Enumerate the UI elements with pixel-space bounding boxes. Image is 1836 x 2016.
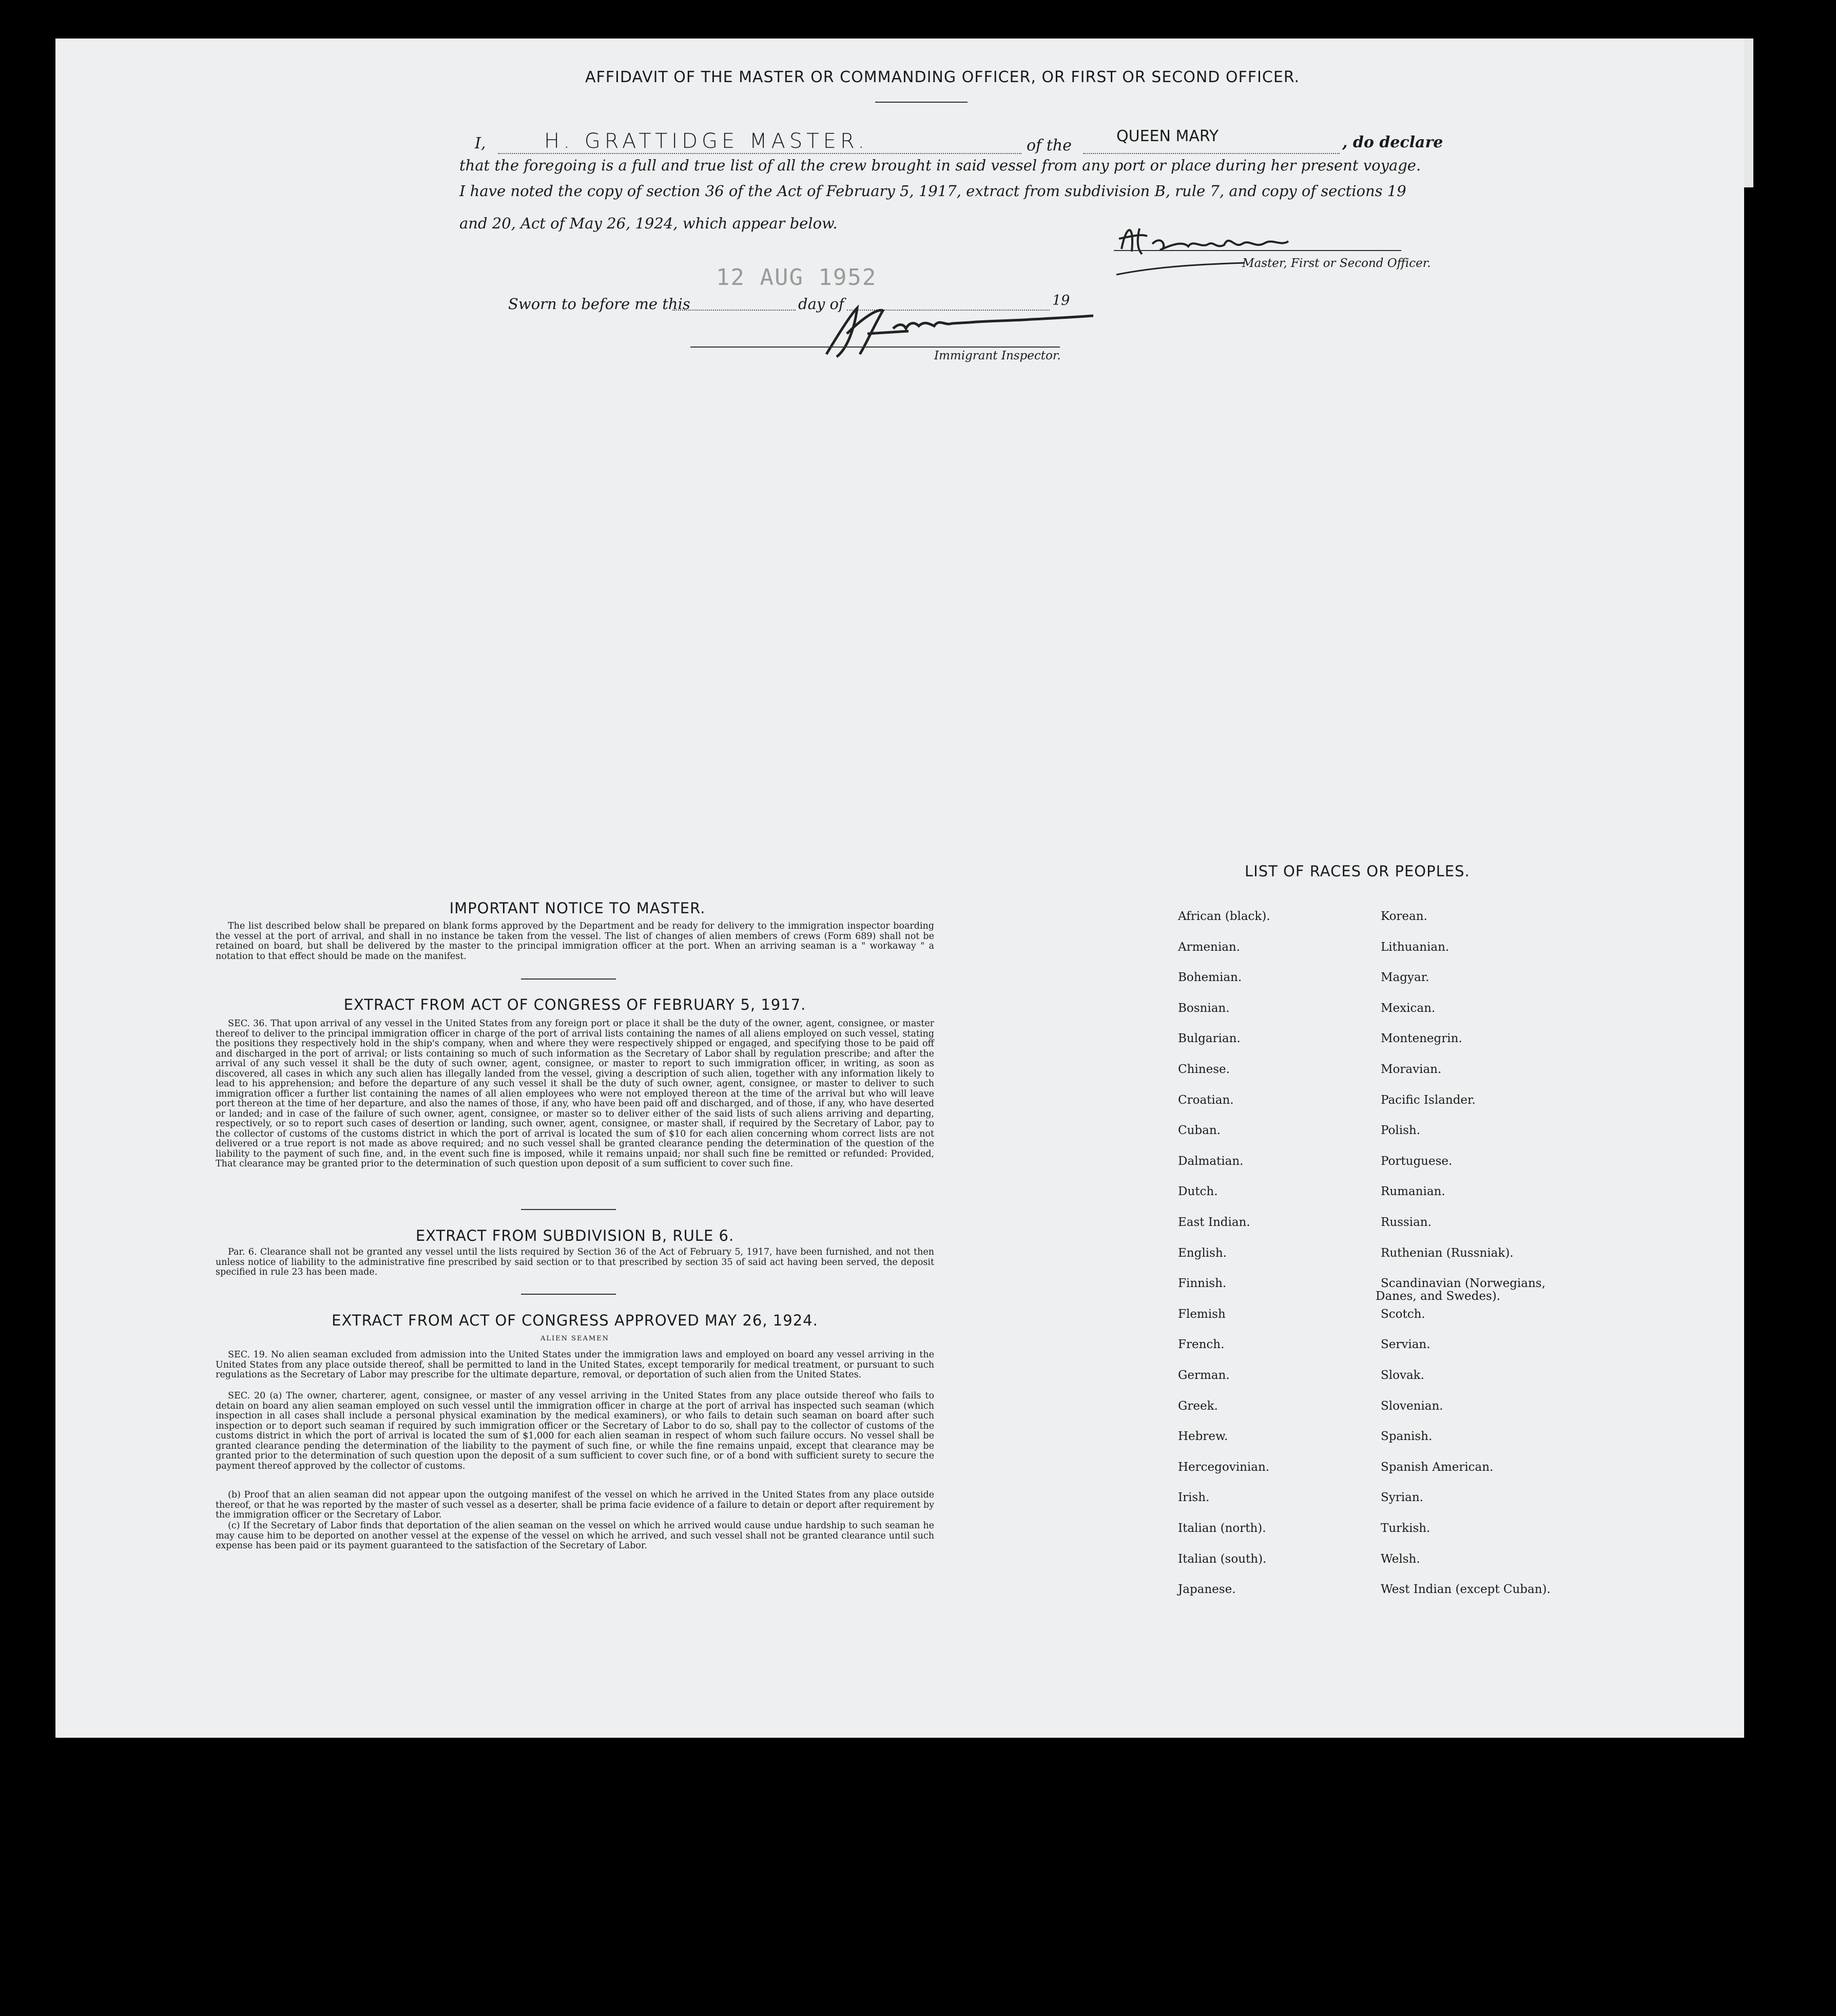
race-entry: Armenian. — [1178, 940, 1241, 954]
race-entry: Portuguese. — [1381, 1154, 1453, 1168]
sec20b-text: (b) Proof that an alien seaman did not appear upon the outgoing manifest of the vessel on which he arrived in the United States from any place outside thereof, or that he was reported by the master of such vessel as a deserter, shall be prima facie evidence of a failure to detain or deport after requirement by the immigration officer or the Secretary of Labor. — [216, 1490, 934, 1520]
vessel-name: QUEEN MARY — [1116, 127, 1219, 145]
race-entry: Irish. — [1178, 1491, 1210, 1505]
notice-divider — [521, 978, 616, 980]
notice-title: IMPORTANT NOTICE TO MASTER. — [449, 899, 706, 917]
subdivision-b-divider — [521, 1294, 616, 1295]
sec20a-text: SEC. 20 (a) The owner, charterer, agent, consignee, or master of any vessel arriving in the United States from any place outside thereof who fails to detain on board any alien seaman employed on such vessel until the immigration officer in charge at the port of arrival has inspected such seaman (which inspection in all cases shall include a personal physical examination by the medical examiners), or who fails to detain such seaman on board after such inspection or to deport such seaman if required by such immigration officer or the Secretary of Labor to do so, shall pay to the collector of customs of the customs district in which the port of arrival is located the sum of $1,000 for each alien seaman in respect of whom such failure occurs. No vessel shall be granted clearance pending the determination of the liability to the payment of such fine, or while the fine remains unpaid, except that clearance may be granted prior to the determination of such question upon the deposit of a sum sufficient to cover such fine, or of a bond with sufficient surety to secure the payment thereof approved by the collector of customs. — [216, 1391, 934, 1471]
race-entry: English. — [1178, 1246, 1227, 1260]
race-entry: Slovak. — [1381, 1369, 1424, 1382]
extract-1924-title: EXTRACT FROM ACT OF CONGRESS APPROVED MAY 26, 1924. — [332, 1312, 818, 1329]
binder-hole — [1750, 1414, 1774, 1443]
race-entry: Bulgarian. — [1178, 1032, 1241, 1046]
master-signature-caption: Master, First or Second Officer. — [1242, 257, 1431, 270]
binder-hole — [1744, 249, 1768, 278]
race-entry: German. — [1178, 1369, 1230, 1382]
race-entry: African (black). — [1178, 910, 1270, 923]
sworn-label: Sworn to before me this — [508, 295, 690, 313]
affidavit-title: AFFIDAVIT OF THE MASTER OR COMMANDING OFFICER, OR FIRST OR SECOND OFFICER. — [585, 68, 1300, 86]
extract-1917-title: EXTRACT FROM ACT OF CONGRESS OF FEBRUARY 5, 1917. — [343, 996, 806, 1013]
race-entry: Rumanian. — [1381, 1185, 1445, 1199]
race-entry: Italian (south). — [1178, 1552, 1267, 1566]
race-entry: Danes, and Swedes). — [1376, 1290, 1501, 1303]
race-entry: Finnish. — [1178, 1277, 1227, 1291]
race-entry: Ruthenian (Russniak). — [1381, 1246, 1514, 1260]
race-entry: Bosnian. — [1178, 1001, 1230, 1015]
race-entry: Chinese. — [1178, 1063, 1230, 1076]
race-entry: Welsh. — [1381, 1552, 1420, 1566]
inspector-caption: Immigrant Inspector. — [934, 349, 1061, 362]
race-entry: Scandinavian (Norwegians, — [1381, 1277, 1545, 1291]
race-entry: Magyar. — [1381, 971, 1429, 985]
race-entry: Polish. — [1381, 1124, 1421, 1138]
race-entry: French. — [1178, 1338, 1225, 1352]
race-entry: West Indian (except Cuban). — [1381, 1583, 1551, 1597]
race-entry: Montenegrin. — [1381, 1032, 1462, 1046]
extract-1917-text: SEC. 36. That upon arrival of any vessel in the United States from any foreign port or place it shall be the duty of the owner, agent, consignee, or master thereof to deliver to the principal immigration officer in charge of the port of arrival lists containing the names of all aliens employed on such vessel, stating the positions they respectively hold in the ship's company, when and where they were respectively shipped or engaged, and specifying those to be paid off and discharged in the port of arrival; or lists containing so much of such information as the Secretary of Labor shall by regulation prescribe; and after the arrival of any such vessel it shall be the duty of such owner, agent, consignee, or master to report to such immigration officer, in writing, as soon as discovered, all cases in which any such alien has illegally landed from the vessel, giving a description of such alien, together with any information likely to lead to his apprehension; and before the departure of any such vessel it shall be the duty of such owner, agent, consignee, or master to deliver to such immigration officer a further list containing the names of all alien employees who were not employed thereon at the time of the arrival but who will leave port thereon at the time of her departure, and also the names of those, if any, who have been paid off and discharged, and of those, if any, who have deserted or landed; and in case of the failure of such owner, agent, consignee, or master so to deliver either of the said lists of such aliens arriving and departing, respectively, or so to report such cases of desertion or landing, such owner, agent, consignee, or master shall, if required by the Secretary of Labor, pay to the collector of customs of the customs district in which the port of arrival is located the sum of $10 for each alien concerning whom correct lists are not delivered or a true report is not made as above required; and no such vessel shall be granted clearance pending the determination of the question of the liability to the payment of such fine, and, in the event such fine is imposed, while it remains unpaid; nor shall such fine be remitted or refunded: Provided, That clearance may be granted prior to the determination of such question upon deposit of a sum sufficient to cover such fine. — [216, 1019, 934, 1169]
race-entry: Hebrew. — [1178, 1430, 1228, 1444]
master-name-line — [498, 153, 1021, 154]
inspector-signature-line — [690, 347, 1060, 348]
race-entry: East Indian. — [1178, 1216, 1250, 1229]
race-entry: Japanese. — [1178, 1583, 1236, 1597]
subdivision-b-title: EXTRACT FROM SUBDIVISION B, RULE 6. — [415, 1227, 735, 1244]
races-title: LIST OF RACES OR PEOPLES. — [1245, 862, 1470, 880]
affidavit-text-line2: I have noted the copy of section 36 of the Act of February 5, 1917, extract from subdivision B, rule 7, and copy of sections 19 — [459, 182, 1406, 200]
race-entry: Lithuanian. — [1381, 940, 1450, 954]
race-entry: Bohemian. — [1178, 971, 1242, 985]
race-entry: Slovenian. — [1381, 1399, 1443, 1413]
sec19-text: SEC. 19. No alien seaman excluded from admission into the United States under the immigration laws and employed on board any vessel arriving in the United States from any place outside thereof, shall be permitted to land in the United States, except temporarily for medical treatment, or pursuant to such regulations as the Secretary of Labor may prescribe for the ultimate departure, removal, or deportation of such alien from the United States. — [216, 1350, 934, 1380]
sec20c-text: (c) If the Secretary of Labor finds that deportation of the alien seaman on the vessel on which he arrived would cause undue hardship to such seaman he may cause him to be deported on another vessel at the expense of the vessel on which he arrived, and such vessel shall not be granted clearance until such expense has been paid or its payment guaranteed to the satisfaction of the Secretary of Labor. — [216, 1521, 934, 1551]
race-entry: Italian (north). — [1178, 1522, 1266, 1535]
race-entry: Turkish. — [1381, 1522, 1431, 1535]
race-entry: Dutch. — [1178, 1185, 1218, 1199]
race-entry: Pacific Islander. — [1381, 1093, 1476, 1107]
race-entry: Hercegovinian. — [1178, 1460, 1270, 1474]
race-entry: Croatian. — [1178, 1093, 1234, 1107]
race-entry: Flemish — [1178, 1307, 1226, 1321]
year-prefix: 19 — [1052, 293, 1070, 309]
race-entry: Syrian. — [1381, 1491, 1423, 1505]
race-entry: Cuban. — [1178, 1124, 1221, 1138]
binder-hole — [1744, 593, 1768, 622]
race-entry: Spanish. — [1381, 1430, 1433, 1444]
race-entry: Dalmatian. — [1178, 1154, 1244, 1168]
race-entry: Moravian. — [1381, 1063, 1442, 1076]
affidavit-prefix: I, — [475, 135, 486, 152]
vessel-name-line — [1083, 153, 1340, 154]
master-signature-line — [1114, 250, 1401, 251]
day-of-label: day of — [798, 295, 844, 313]
extract-1917-divider — [521, 1209, 616, 1210]
title-underline — [875, 102, 968, 103]
race-entry: Spanish American. — [1381, 1460, 1494, 1474]
do-declare-label: , do declare — [1342, 133, 1443, 151]
race-entry: Scotch. — [1381, 1307, 1425, 1321]
race-entry: Servian. — [1381, 1338, 1431, 1352]
binder-hole — [1750, 1073, 1774, 1102]
affidavit-text-line3: and 20, Act of May 26, 1924, which appear below. — [459, 215, 838, 232]
race-entry: Mexican. — [1381, 1001, 1436, 1015]
of-the-label: of the — [1027, 137, 1072, 155]
date-stamp: 12 AUG 1952 — [716, 264, 877, 291]
binder-hole — [1750, 1502, 1774, 1530]
notice-text: The list described below shall be prepared on blank forms approved by the Department and be ready for delivery to the immigration inspector boarding the vessel at the port of arrival, and shall in no instance be taken from the vessel. The list of changes of alien members of crews (Form 689) shall not be retained on board, but shall be delivered by the master to the principal immigration officer at the port. When an arriving seaman is a " workaway " a notation to that effect should be made on the manifest. — [216, 921, 934, 962]
race-entry: Russian. — [1381, 1216, 1432, 1229]
race-entry: Greek. — [1178, 1399, 1218, 1413]
binder-hole — [1750, 1158, 1774, 1186]
signature-strike — [1114, 252, 1247, 277]
binder-hole — [1744, 501, 1768, 529]
sworn-day-line — [672, 310, 796, 311]
race-entry: Korean. — [1381, 910, 1427, 923]
affidavit-text-line1: that the foregoing is a full and true list of all the crew brought in said vessel from any port or place during her present voyage. — [459, 157, 1421, 174]
alien-seamen-heading: ALIEN SEAMEN — [540, 1335, 610, 1342]
page-tab — [1744, 39, 1753, 187]
master-name: H. GRATTIDGE MASTER. — [544, 129, 869, 153]
subdivision-b-text: Par. 6. Clearance shall not be granted any vessel until the lists required by Section 36 of the Act of February 5, 1917, have been furnished, and not then unless notice of liability to the administrative fine prescribed by said section or to that prescribed by section 35 of said act having been served, the deposit specified in rule 23 has been made. — [216, 1247, 934, 1277]
form-page — [55, 39, 1744, 1738]
